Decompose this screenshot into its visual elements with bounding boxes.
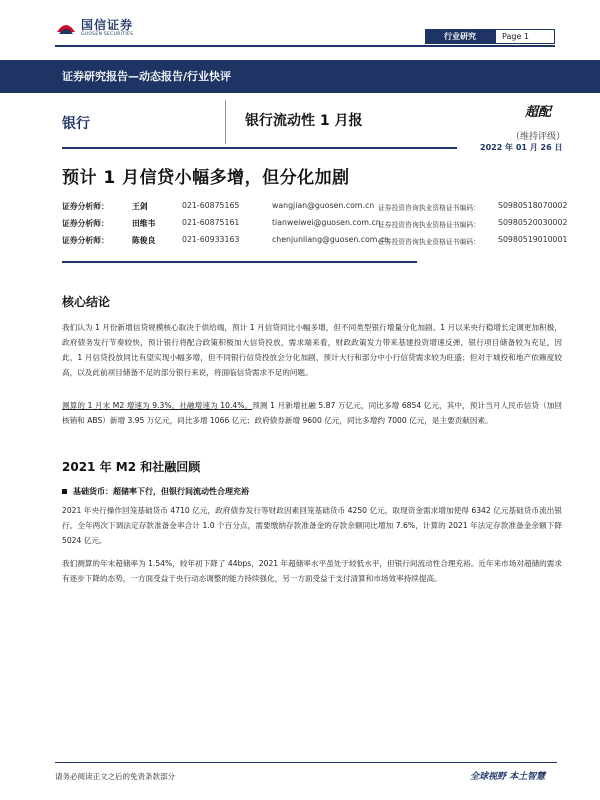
rating-note: （维持评级） bbox=[511, 132, 566, 142]
analyst-role: 证券分析师： bbox=[62, 219, 109, 228]
header-divider bbox=[55, 45, 555, 47]
analyst-row bbox=[62, 201, 568, 218]
analyst-cert: S0980519010001 bbox=[498, 235, 568, 244]
core-paragraph-2 bbox=[62, 398, 562, 428]
analyst-email[interactable]: wangjian@guosen.com.cn bbox=[272, 201, 375, 210]
logo-text: 国信证券 bbox=[81, 18, 134, 32]
footer-divider bbox=[55, 762, 557, 763]
analyst-row bbox=[62, 235, 568, 252]
analyst-role: 证券分析师： bbox=[62, 202, 109, 211]
analyst-phone: 021-60875161 bbox=[182, 218, 240, 227]
analyst-name: 陈俊良 bbox=[132, 236, 156, 245]
analyst-name: 王剑 bbox=[132, 202, 148, 211]
analyst-cert-label: 证券投资咨询执业资格证书编码： bbox=[378, 204, 480, 212]
report-type-tag: 行业研究 bbox=[425, 29, 495, 44]
analyst-phone: 021-60875165 bbox=[182, 201, 240, 210]
analyst-cert: S0980520030002 bbox=[498, 218, 568, 227]
analyst-cert: S0980518070002 bbox=[498, 201, 568, 210]
review-paragraph-1: 2021 年央行操作回笼基础货币 4710 亿元，政府债券发行等财政因素回笼基础货币 4250 亿元，取现资金需求增加使得 6342 亿元基础货币流出银行。全年两次下调法定存款准备金率合计 1.0 个百分点，需要缴纳存款准备金的存款余额同比增加 7.6%，计算的 2021 年法定存款准备金余额下降 5024 亿元。 bbox=[62, 506, 562, 545]
footer-slogan: 全球视野 本土智慧 bbox=[470, 772, 546, 782]
analyst-email[interactable]: tianweiwei@guosen.com.cn bbox=[272, 218, 381, 227]
section-title-review: 2021 年 M2 和社融回顾 bbox=[62, 460, 201, 474]
page-number: Page 1 bbox=[495, 29, 555, 44]
analyst-name: 田维韦 bbox=[132, 219, 156, 228]
analyst-role: 证券分析师： bbox=[62, 236, 109, 245]
bullet-heading-text: 基础货币：超储率下行，但银行间流动性合理充裕 bbox=[73, 487, 249, 496]
review-paragraph-2: 我们测算的年末超储率为 1.54%，较年初下降了 44bps，2021 年超储率水平虽处于较低水平，但银行间流动性合理充裕。近年来市场对超储的需求有逐步下降的态势，一方面受益于央行动态调整的能力持续强化，另一方面受益于支付清算和市场效率持续提高。 bbox=[62, 559, 562, 583]
page-title: 预计 1 月信贷小幅多增，但分化加剧 bbox=[62, 168, 350, 188]
report-title: 银行流动性 1 月报 bbox=[245, 113, 363, 129]
analyst-row bbox=[62, 218, 568, 235]
core-paragraph-2-text: 预测 1 月新增社融 5.87 万亿元，同比多增 6854 亿元，其中，预计当月人民币信贷（加回核销和 ABS）新增 3.95 万亿元，同比多增 1066 亿元；政府债券新增 9600 亿元，同比多增约 7000 亿元，是主要贡献因素。 bbox=[62, 401, 562, 425]
bullet-heading bbox=[62, 486, 249, 497]
analyst-divider bbox=[62, 261, 417, 263]
analyst-cert-label: 证券投资咨询执业资格证书编码： bbox=[378, 221, 480, 229]
rating: 超配 bbox=[525, 105, 552, 120]
core-highlight: 测算的 1 月末 M2 增速为 9.3%，社融增速为 10.4%。 bbox=[62, 401, 253, 410]
analyst-table bbox=[62, 201, 568, 252]
company-logo bbox=[55, 14, 145, 44]
sector-divider bbox=[225, 100, 226, 144]
logo-mark-icon bbox=[55, 16, 77, 38]
logo-subtext: GUOSEN SECURITIES bbox=[81, 32, 134, 37]
core-paragraph-1: 我们认为 1 月份新增信贷规模核心取决于供给端，预计 1 月信贷同比小幅多增，但不同类型银行增量分化加剧。1 月以来央行稳增长定调更加积极，政府债务发行节奏较快，预计银行将配合政策积极加大信贷投放，需求端来看，财政政策发力带来基建投资增速反弹，银行项目储备较为充足，因此，1 月信贷投放同比有望实现小幅多增，但不同银行信贷投放会分化加剧，预计大行和部分中小行信贷需求较为旺盛；但对于城投和地产依赖度较高，以及此前项目储备不足的部分银行来说，将面临信贷需求不足的问题。 bbox=[62, 323, 562, 377]
category-banner-text: 证券研究报告—动态报告/行业快评 bbox=[62, 70, 232, 83]
analyst-cert-label: 证券投资咨询执业资格证书编码： bbox=[378, 238, 480, 246]
analyst-phone: 021-60933163 bbox=[182, 235, 240, 244]
report-date: 2022 年 01 月 26 日 bbox=[480, 143, 563, 152]
analyst-email[interactable]: chenjunliang@guosen.com.cn bbox=[272, 235, 390, 244]
footer-disclaimer: 请务必阅读正文之后的免责条款部分 bbox=[55, 772, 175, 781]
section-title-core: 核心结论 bbox=[62, 295, 111, 309]
date-divider bbox=[62, 147, 457, 149]
bullet-icon bbox=[62, 489, 67, 494]
sector-label: 银行 bbox=[62, 116, 90, 132]
